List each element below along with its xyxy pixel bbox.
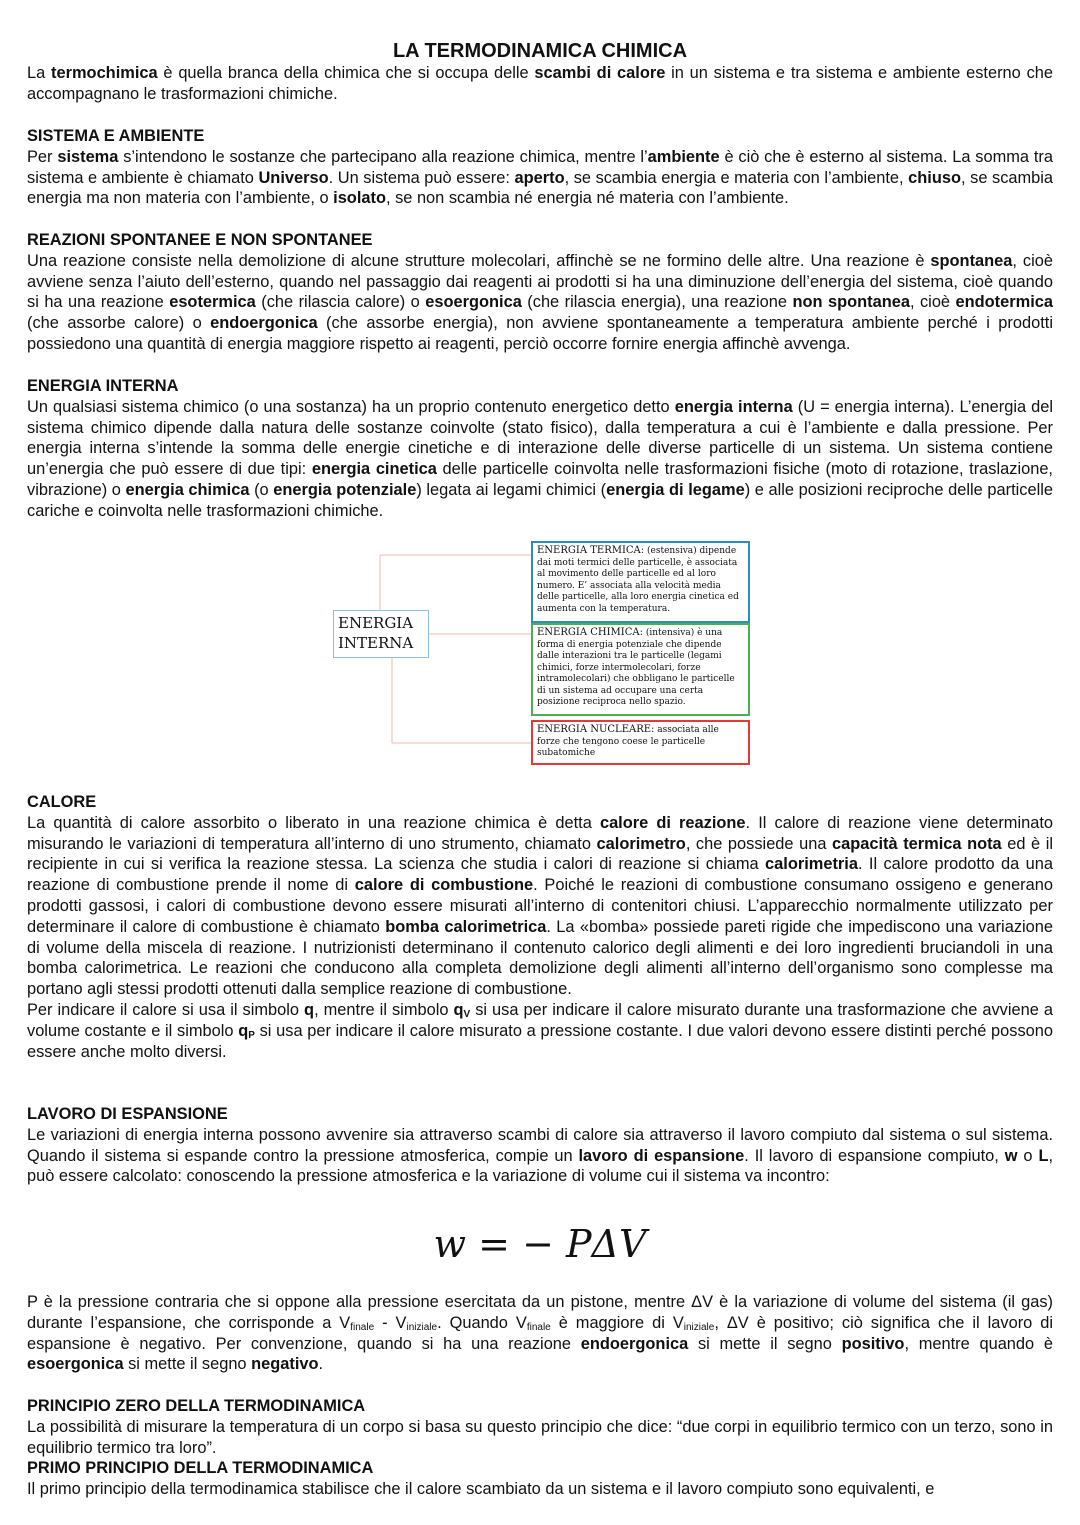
section-paragraph: Per sistema s’intendono le sostanze che partecipano alla reazione chimica, mentre l’ambiente è ciò che è esterno al sistema. La somma tra sistema e ambiente è chiamato Universo. Un sistema può essere: aperto, se scambia energia e materia con l’ambiente, chiuso, se scambia energia ma non materia con l’ambiente, o isolato, se non scambia né energia né materia con l’ambiente. [27, 147, 1054, 208]
section-heading: PRIMO PRINCIPIO DELLA TERMODINAMICA [27, 1459, 374, 1477]
section-paragraph: La quantità di calore assorbito o liberato in una reazione chimica è detta calore di reazione. Il calore di reazione viene determinato misurando le variazioni di temperatura all’interno di uno strumento, chiamato calorimetro, che possiede una capacità termica nota ed è il recipiente in cui si verifica la reazione stessa. La scienza che studia i calori di reazione si chiama calorimetria. Il calore prodotto da una reazione di combustione prende il nome di calore di combustione. Poiché le reazioni di combustione consumano ossigeno e generano prodotti gassosi, i calori di combustione devono essere misurati all’interno di contenitori chiusi. L’apparecchio normalmente utilizzato per determinare il calore di combustione è chiamato bomba calorimetrica. La «bomba» possiede pareti rigide che impediscono una variazione di volume della miscela di reazione. I nutrizionisti determinano il contenuto calorico degli alimenti e dei loro ingredienti bruciandoli in una bomba calorimetrica. Le reazioni che conducono alla completa demolizione degli alimenti all’interno dell’organismo sono complesse ma portano agli stessi prodotti ottenuti dalla semplice reazione di combustione. [27, 813, 1054, 999]
section-paragraph: Una reazione consiste nella demolizione di alcune strutture molecolari, affinchè se ne formino delle altre. Una reazione è spontanea, cioè avviene senza l’aiuto dell’esterno, quando nel passaggio dai reagenti ai prodotti si ha una diminuzione dell’energia del sistema, cioè quando si ha una reazione esotermica (che rilascia calore) o esoergonica (che rilascia energia), una reazione non spontanea, cioè endotermica (che assorbe calore) o endoergonica (che assorbe energia), non avviene spontaneamente a temperatura ambiente perché i prodotti possiedono una quantità di energia maggiore rispetto ai reagenti, perciò occorre fornire energia affinchè avvenga. [27, 251, 1053, 353]
section-heading: LAVORO DI ESPANSIONE [27, 1105, 228, 1123]
section-calore [27, 792, 1053, 1062]
section-heading: ENERGIA INTERNA [27, 377, 179, 395]
section-paragraph: La possibilità di misurare la temperatura di un corpo si basa su questo principio che dice: “due corpi in equilibrio termico con un terzo, sono in equilibrio termico tra loro”. [27, 1417, 1053, 1457]
diagram-box-energia-nucleare: ENERGIA NUCLEARE: associata alle forze che tengono coese le particelle subatomiche [531, 720, 750, 765]
section-lavoro [27, 1104, 1053, 1187]
section-principio-zero [27, 1396, 1053, 1458]
page-title: LA TERMODINAMICA CHIMICA [392, 40, 688, 62]
work-formula: w = − PΔV [433, 1222, 647, 1266]
section-paragraph: Un qualsiasi sistema chimico (o una sostanza) ha un proprio contenuto energetico detto energia interna (U = energia interna). L’energia del sistema chimico dipende dalla natura delle sostanze coinvolte (stato fisico), dalla temperatura a cui è l’ambiente e dalla pressione. Per energia interna s’intende la somma delle energie cinetiche e di interazione delle diverse particelle di un sistema. Un sistema contiene un’energia che può essere di due tipi: energia cinetica delle particelle coinvolta nelle trasformazioni fisiche (moto di rotazione, traslazione, vibrazione) o energia chimica (o energia potenziale) legata ai legami chimici (energia di legame) e alle posizioni reciproche delle particelle cariche e coinvolta nelle trasformazioni chimiche. [27, 397, 1053, 520]
section-heading: REAZIONI SPONTANEE E NON SPONTANEE [27, 231, 373, 249]
section-paragraph: P è la pressione contraria che si oppone alla pressione esercitata da un pistone, mentre ΔV è la variazione di volume del sistema (il gas) durante l’espansione, che corrisponde a $V_{finale} - V_{iniziale}$. Quando $V_{finale}$ è maggiore di $V_{iniziale}$, ΔV è positivo; ciò significa che il lavoro di espansione è negativo. Per convenzione, quando si ha una reazione endoergonica si mette il segno positivo, mentre quando è esoergonica si mette il segno negativo. [27, 1293, 1054, 1374]
diagram-box-energia-chimica: ENERGIA CHIMICA: (intensiva) è una forma di energia potenziale che dipende dalle interazioni tra le particelle (legami chimici, forze intermolecolari, forze intramolecolari) che obbligano le particelle di un sistema ad occupare una certa posizione reciproca nello spazio. [531, 623, 750, 716]
section-sistema [27, 126, 1053, 209]
section-heading: CALORE [27, 793, 97, 811]
section-heading: SISTEMA E AMBIENTE [27, 127, 205, 145]
section-paragraph: Per indicare il calore si usa il simbolo q, mentre il simbolo $q_V$ si usa per indicare il calore misurato durante una trasformazione che avviene a volume costante e il simbolo $q_P$ si usa per indicare il calore misurato a pressione costante. I due valori devono essere distinti perché possono essere anche molto diversi. [27, 1000, 1053, 1061]
section-lavoro-continued [27, 1292, 1053, 1375]
section-heading: PRINCIPIO ZERO DELLA TERMODINAMICA [27, 1397, 366, 1415]
diagram-box-energia-termica: ENERGIA TERMICA: (estensiva) dipende dai moti termici delle particelle, è associata al movimento delle particelle ed al loro numero. E’ associata alla velocità media delle particelle, alla loro energia cinetica ed aumenta con la temperatura. [531, 541, 750, 623]
diagram-root-box: ENERGIA INTERNA [333, 610, 429, 658]
section-reazioni [27, 230, 1053, 355]
section-paragraph: Il primo principio della termodinamica stabilisce che il calore scambiato da un sistema e il lavoro compiuto sono equivalenti, e [27, 1479, 935, 1498]
section-energia-interna [27, 376, 1053, 522]
section-primo-principio [27, 1458, 1053, 1500]
intro-paragraph: La termochimica è quella branca della chimica che si occupa delle scambi di calore in un sistema e tra sistema e ambiente esterno che accompagnano le trasformazioni chimiche. [27, 64, 1054, 103]
section-paragraph: Le variazioni di energia interna possono avvenire sia attraverso scambi di calore sia attraverso il lavoro compiuto dal sistema o sul sistema. Quando il sistema si espande contro la pressione atmosferica, compie un lavoro di espansione. Il lavoro di espansione compiuto, w o L, può essere calcolato: conoscendo la pressione atmosferica e la variazione di volume cui il sistema va incontro: [27, 1125, 1054, 1186]
